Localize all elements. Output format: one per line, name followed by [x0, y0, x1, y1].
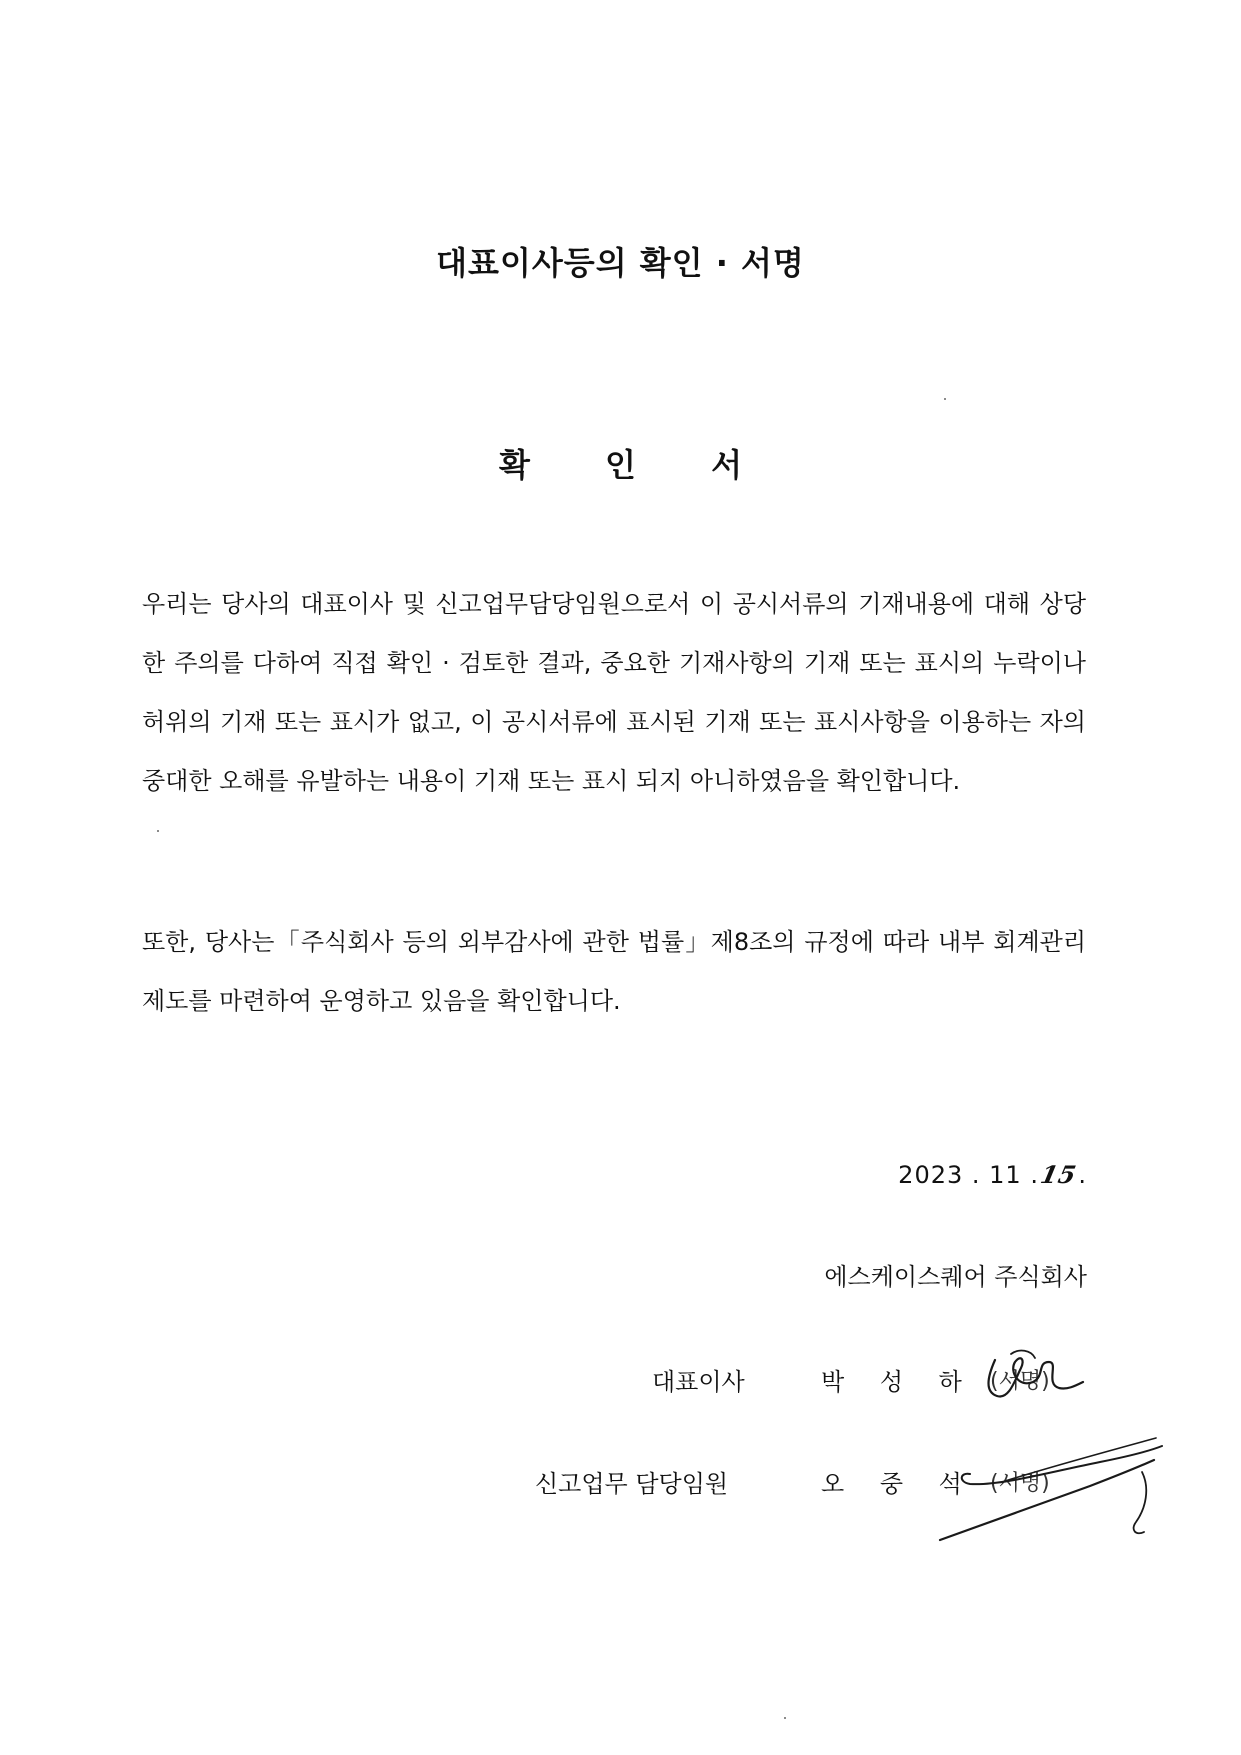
date-day-handwritten: 15: [1037, 1160, 1080, 1189]
internal-control-paragraph: 또한, 당사는「주식회사 등의 외부감사에 관한 법률」제8조의 규정에 따라 내부 회계관리제도를 마련하여 운영하고 있음을 확인합니다.: [142, 928, 1086, 1015]
disclosure-officer-signature-mark: (서명): [990, 1471, 1050, 1496]
scan-speck: [944, 398, 946, 400]
document-title: 확 인 서: [498, 446, 775, 484]
disclosure-officer-role-label: 신고업무 담당임원: [535, 1470, 729, 1498]
disclosure-officer-name: 오 중 석: [821, 1470, 976, 1498]
ceo-role-label: 대표이사: [652, 1368, 745, 1396]
date-month: 11: [989, 1161, 1022, 1189]
ceo-name: 박 성 하: [821, 1368, 976, 1396]
date-year: 2023: [898, 1161, 964, 1189]
document-date: 2023 . 11 .15.: [898, 1160, 1087, 1189]
company-name: 에스케이스퀘어 주식회사: [824, 1263, 1087, 1291]
document-heading: 대표이사등의 확인 · 서명: [436, 244, 805, 282]
confirmation-paragraph: 우리는 당사의 대표이사 및 신고업무담당임원으로서 이 공시서류의 기재내용에 대해 상당한 주의를 다하여 직접 확인 · 검토한 결과, 중요한 기재사항의 기재 또는 표시의 누락이나 허위의 기재 또는 표시가 없고, 이 공시서류에 표시된 기재 또는 표시사항을 이용하는 자의 중대한 오해를 유발하는 내용이 기재 또는 표시 되지 아니하였음을 확인합니다.: [142, 590, 1086, 795]
ceo-signature-scribble: [975, 1340, 1085, 1410]
ceo-signature-mark: (서명): [990, 1369, 1050, 1394]
scan-speck: [157, 830, 159, 832]
disclosure-officer-signature-scribble: [930, 1412, 1170, 1552]
scan-speck: [784, 1717, 786, 1719]
